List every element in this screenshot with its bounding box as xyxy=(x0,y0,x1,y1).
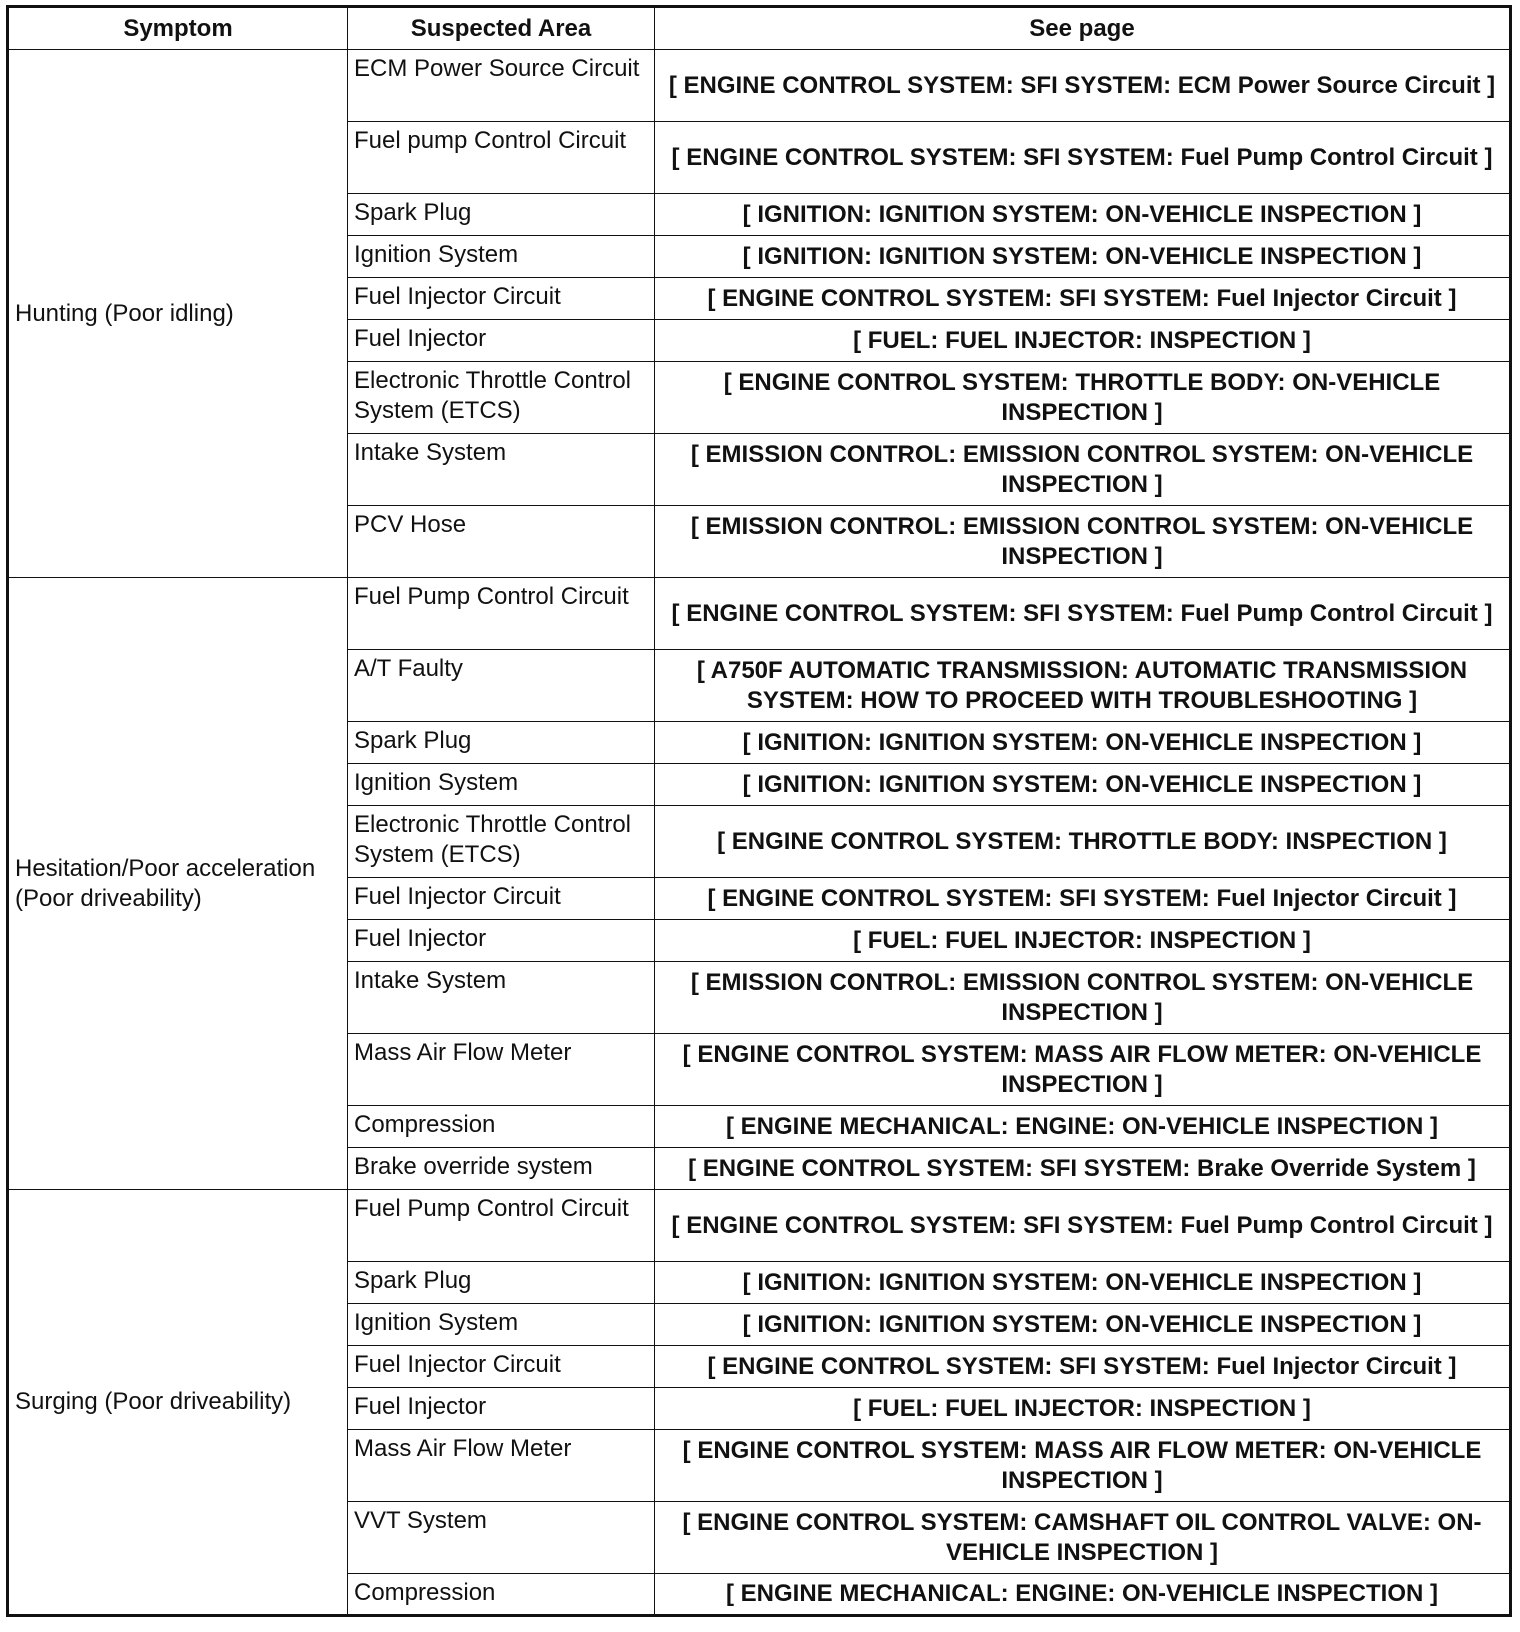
suspected-area-cell: Fuel Pump Control Circuit xyxy=(348,1190,655,1262)
suspected-area-cell: A/T Faulty xyxy=(348,650,655,722)
suspected-area-cell: Spark Plug xyxy=(348,194,655,236)
symptom-cell: Hesitation/Poor acceleration (Poor driveability) xyxy=(8,578,348,1190)
table-row xyxy=(8,578,1511,650)
suspected-area-cell: Spark Plug xyxy=(348,722,655,764)
see-page-link[interactable]: [ ENGINE CONTROL SYSTEM: CAMSHAFT OIL CONTROL VALVE: ON-VEHICLE INSPECTION ] xyxy=(655,1502,1511,1574)
see-page-link[interactable]: [ ENGINE MECHANICAL: ENGINE: ON-VEHICLE INSPECTION ] xyxy=(655,1574,1511,1616)
header-symptom: Symptom xyxy=(8,7,348,50)
see-page-link[interactable]: [ EMISSION CONTROL: EMISSION CONTROL SYSTEM: ON-VEHICLE INSPECTION ] xyxy=(655,434,1511,506)
see-page-link[interactable]: [ ENGINE CONTROL SYSTEM: THROTTLE BODY: INSPECTION ] xyxy=(655,806,1511,878)
symptom-cell: Surging (Poor driveability) xyxy=(8,1190,348,1616)
header-suspected-area: Suspected Area xyxy=(348,7,655,50)
see-page-link[interactable]: [ A750F AUTOMATIC TRANSMISSION: AUTOMATIC TRANSMISSION SYSTEM: HOW TO PROCEED WITH TROUBLESHOOTING ] xyxy=(655,650,1511,722)
suspected-area-cell: PCV Hose xyxy=(348,506,655,578)
header-see-page: See page xyxy=(655,7,1511,50)
suspected-area-cell: Fuel Injector Circuit xyxy=(348,278,655,320)
suspected-area-cell: Ignition System xyxy=(348,764,655,806)
table-row xyxy=(8,50,1511,122)
see-page-link[interactable]: [ EMISSION CONTROL: EMISSION CONTROL SYSTEM: ON-VEHICLE INSPECTION ] xyxy=(655,962,1511,1034)
suspected-area-cell: Spark Plug xyxy=(348,1262,655,1304)
suspected-area-cell: Fuel Injector Circuit xyxy=(348,1346,655,1388)
see-page-link[interactable]: [ FUEL: FUEL INJECTOR: INSPECTION ] xyxy=(655,920,1511,962)
suspected-area-cell: Intake System xyxy=(348,434,655,506)
table-row xyxy=(8,1190,1511,1262)
suspected-area-cell: Electronic Throttle Control System (ETCS) xyxy=(348,806,655,878)
see-page-link[interactable]: [ IGNITION: IGNITION SYSTEM: ON-VEHICLE INSPECTION ] xyxy=(655,236,1511,278)
suspected-area-cell: Fuel Injector xyxy=(348,920,655,962)
see-page-link[interactable]: [ ENGINE CONTROL SYSTEM: MASS AIR FLOW METER: ON-VEHICLE INSPECTION ] xyxy=(655,1034,1511,1106)
see-page-link[interactable]: [ EMISSION CONTROL: EMISSION CONTROL SYSTEM: ON-VEHICLE INSPECTION ] xyxy=(655,506,1511,578)
see-page-link[interactable]: [ FUEL: FUEL INJECTOR: INSPECTION ] xyxy=(655,1388,1511,1430)
suspected-area-cell: ECM Power Source Circuit xyxy=(348,50,655,122)
see-page-link[interactable]: [ ENGINE CONTROL SYSTEM: SFI SYSTEM: Fuel Injector Circuit ] xyxy=(655,1346,1511,1388)
see-page-link[interactable]: [ ENGINE CONTROL SYSTEM: SFI SYSTEM: Fuel Injector Circuit ] xyxy=(655,878,1511,920)
suspected-area-cell: Electronic Throttle Control System (ETCS) xyxy=(348,362,655,434)
see-page-link[interactable]: [ IGNITION: IGNITION SYSTEM: ON-VEHICLE INSPECTION ] xyxy=(655,1304,1511,1346)
see-page-link[interactable]: [ ENGINE CONTROL SYSTEM: MASS AIR FLOW METER: ON-VEHICLE INSPECTION ] xyxy=(655,1430,1511,1502)
suspected-area-cell: Fuel pump Control Circuit xyxy=(348,122,655,194)
suspected-area-cell: Ignition System xyxy=(348,1304,655,1346)
header-row xyxy=(8,7,1511,50)
see-page-link[interactable]: [ ENGINE CONTROL SYSTEM: SFI SYSTEM: Fuel Pump Control Circuit ] xyxy=(655,578,1511,650)
see-page-link[interactable]: [ ENGINE CONTROL SYSTEM: SFI SYSTEM: Fuel Pump Control Circuit ] xyxy=(655,122,1511,194)
see-page-link[interactable]: [ ENGINE CONTROL SYSTEM: SFI SYSTEM: Fuel Pump Control Circuit ] xyxy=(655,1190,1511,1262)
suspected-area-cell: Fuel Pump Control Circuit xyxy=(348,578,655,650)
see-page-link[interactable]: [ IGNITION: IGNITION SYSTEM: ON-VEHICLE INSPECTION ] xyxy=(655,764,1511,806)
suspected-area-cell: Mass Air Flow Meter xyxy=(348,1034,655,1106)
suspected-area-cell: Intake System xyxy=(348,962,655,1034)
see-page-link[interactable]: [ ENGINE CONTROL SYSTEM: SFI SYSTEM: Brake Override System ] xyxy=(655,1148,1511,1190)
suspected-area-cell: Fuel Injector xyxy=(348,1388,655,1430)
see-page-link[interactable]: [ ENGINE CONTROL SYSTEM: SFI SYSTEM: Fuel Injector Circuit ] xyxy=(655,278,1511,320)
suspected-area-cell: Compression xyxy=(348,1574,655,1616)
see-page-link[interactable]: [ IGNITION: IGNITION SYSTEM: ON-VEHICLE INSPECTION ] xyxy=(655,1262,1511,1304)
suspected-area-cell: Brake override system xyxy=(348,1148,655,1190)
see-page-link[interactable]: [ ENGINE CONTROL SYSTEM: SFI SYSTEM: ECM Power Source Circuit ] xyxy=(655,50,1511,122)
see-page-link[interactable]: [ FUEL: FUEL INJECTOR: INSPECTION ] xyxy=(655,320,1511,362)
see-page-link[interactable]: [ ENGINE CONTROL SYSTEM: THROTTLE BODY: ON-VEHICLE INSPECTION ] xyxy=(655,362,1511,434)
see-page-link[interactable]: [ ENGINE MECHANICAL: ENGINE: ON-VEHICLE INSPECTION ] xyxy=(655,1106,1511,1148)
suspected-area-cell: Fuel Injector Circuit xyxy=(348,878,655,920)
suspected-area-cell: Compression xyxy=(348,1106,655,1148)
see-page-link[interactable]: [ IGNITION: IGNITION SYSTEM: ON-VEHICLE INSPECTION ] xyxy=(655,722,1511,764)
symptom-cell: Hunting (Poor idling) xyxy=(8,50,348,578)
symptom-table xyxy=(6,5,1512,1617)
see-page-link[interactable]: [ IGNITION: IGNITION SYSTEM: ON-VEHICLE INSPECTION ] xyxy=(655,194,1511,236)
suspected-area-cell: Mass Air Flow Meter xyxy=(348,1430,655,1502)
suspected-area-cell: Fuel Injector xyxy=(348,320,655,362)
suspected-area-cell: VVT System xyxy=(348,1502,655,1574)
suspected-area-cell: Ignition System xyxy=(348,236,655,278)
